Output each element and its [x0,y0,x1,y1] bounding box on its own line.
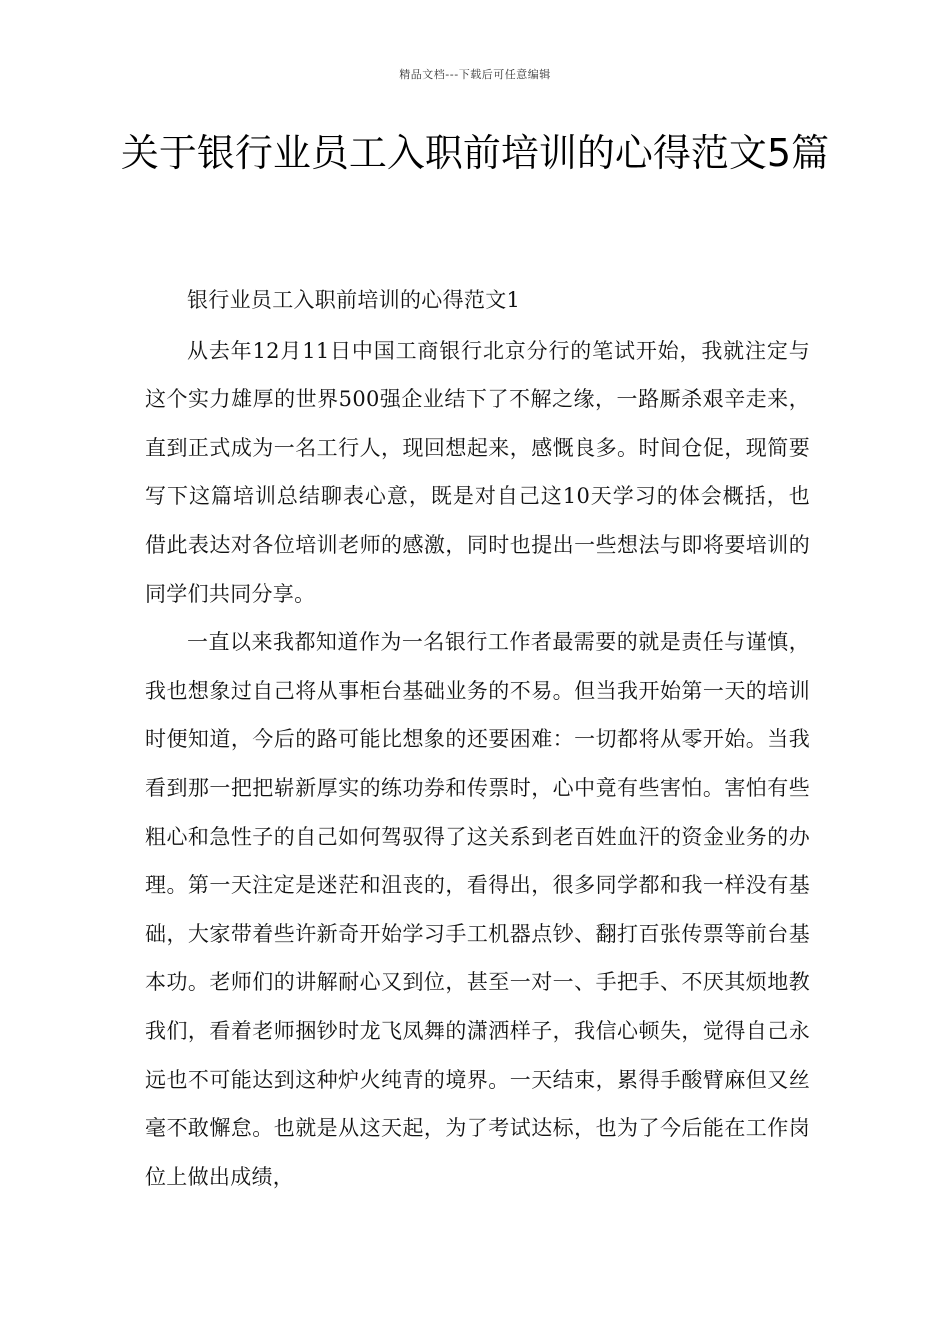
header-note: 精品文档---下载后可任意编辑 [399,68,551,81]
body-paragraph: 从去年12月11日中国工商银行北京分行的笔试开始，我就注定与这个实力雄厚的世界500强企业结下了不解之缘，一路厮杀艰辛走来，直到正式成为一名工行人，现回想起来，感慨良多。时间仓促，现简要写下这篇培训总结聊表心意，既是对自己这10天学习的体会概括，也借此表达对各位培训老师的感激，同时也提出一些想法与即将要培训的同学们共同分享。 [145,338,810,606]
document-body [145,276,810,1201]
section-heading: 银行业员工入职前培训的心得范文1 [187,288,521,312]
body-paragraph: 一直以来我都知道作为一名银行工作者最需要的就是责任与谨慎，我也想象过自己将从事柜台基础业务的不易。但当我开始第一天的培训时便知道，今后的路可能比想象的还要困难：一切都将从零开始。当我看到那一把把崭新厚实的练功券和传票时，心中竟有些害怕。害怕有些粗心和急性子的自己如何驾驭得了这关系到老百姓血汗的资金业务的办理。第一天注定是迷茫和沮丧的，看得出，很多同学都和我一样没有基础，大家带着些许新奇开始学习手工机器点钞、翻打百张传票等前台基本功。老师们的讲解耐心又到位，甚至一对一、手把手、不厌其烦地教我们，看着老师捆钞时龙飞凤舞的潇洒样子，我信心顿失，觉得自己永远也不可能达到这种炉火纯青的境界。一天结束，累得手酸臂麻但又丝毫不敢懈怠。也就是从这天起，为了考试达标，也为了今后能在工作岗位上做出成绩， [145,630,810,1189]
document-title: 关于银行业员工入职前培训的心得范文5篇 [120,131,830,175]
